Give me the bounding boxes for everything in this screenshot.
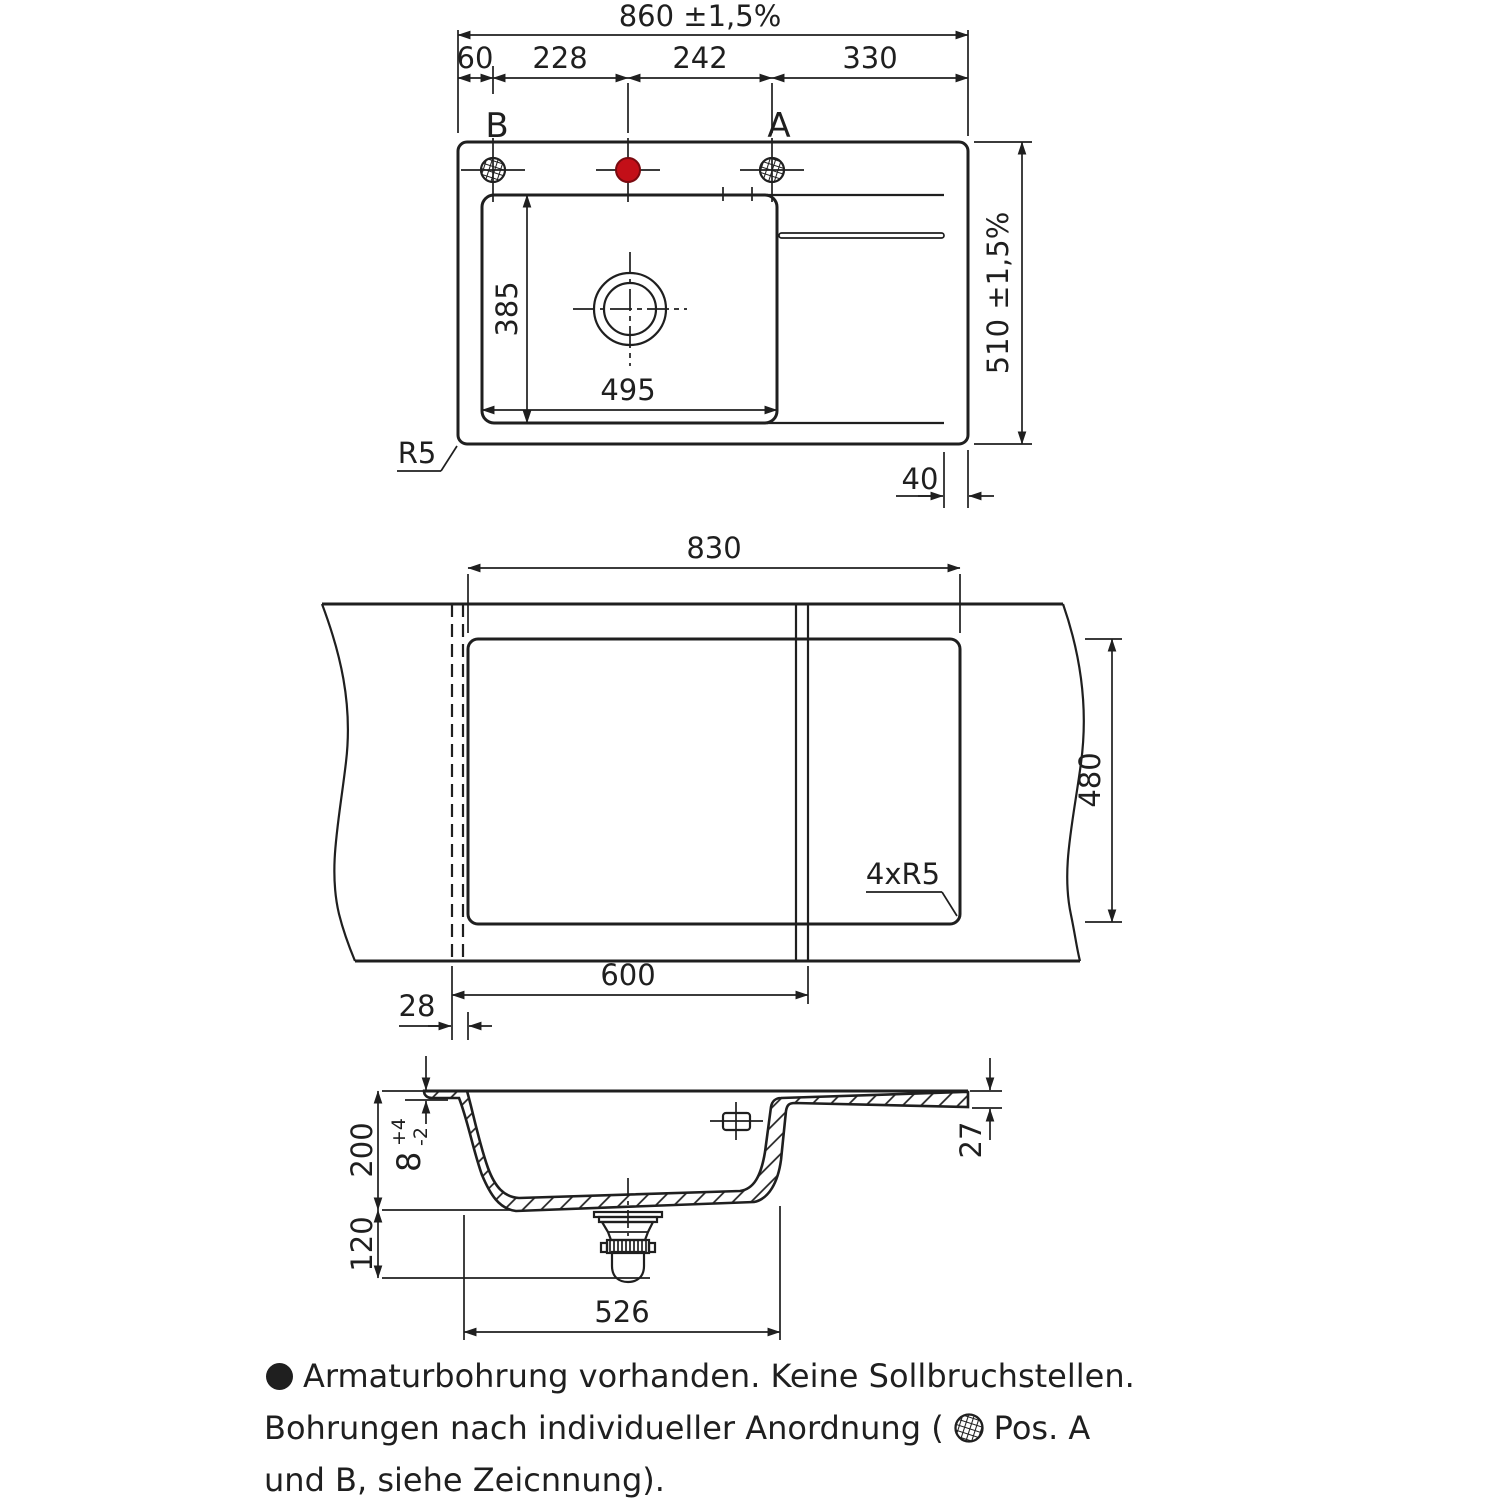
dim-text-242: 242: [672, 41, 728, 75]
dim-bowl-depth: [490, 195, 527, 423]
note-text-1: Armaturbohrung vorhanden. Keine Sollbruchstellen.: [303, 1357, 1135, 1395]
dim-bowl-outer-width: [464, 1206, 780, 1340]
label-hole-b: B: [485, 106, 509, 146]
dim-text-4xr5: 4xR5: [865, 857, 941, 891]
overflow-marker: [710, 1102, 763, 1140]
dim-text-330: 330: [842, 41, 898, 75]
dim-text-480: 480: [1073, 752, 1107, 808]
dim-drain-clearance: [345, 1210, 379, 1278]
dim-text-860: 860 ±1,5%: [618, 0, 782, 33]
label-hole-a: A: [767, 106, 791, 146]
dim-hole-chain: [457, 41, 968, 133]
note-line-3: [264, 1454, 1135, 1506]
dim-text-27: 27: [954, 1121, 988, 1159]
dim-rim-height: [388, 1056, 448, 1172]
dim-text-120: 120: [345, 1216, 379, 1272]
tap-hole-b: [461, 138, 525, 202]
note-text-2b: Pos. A: [993, 1409, 1091, 1447]
dim-text-40: 40: [901, 462, 939, 496]
dim-text-60: 60: [456, 41, 494, 75]
dim-text-510: 510 ±1,5%: [981, 211, 1015, 375]
dim-text-526: 526: [594, 1295, 650, 1329]
dim-cutout-width: [468, 531, 960, 633]
dim-text-385: 385: [490, 281, 524, 337]
drain-outlet: [573, 252, 687, 366]
hatched-hole-icon: [952, 1411, 986, 1445]
note-line-2: [264, 1402, 1135, 1454]
cutout-view: [322, 531, 1122, 1040]
dim-board-thickness: [954, 1058, 1002, 1158]
note-text-2a: Bohrungen nach individueller Anordnung (: [264, 1409, 944, 1447]
dim-text-minus2: -2: [410, 1127, 432, 1146]
note-line-1: [264, 1350, 1135, 1402]
dim-text-830: 830: [686, 531, 742, 565]
break-line-left: [322, 604, 355, 961]
label-corner-radius-r5: [397, 436, 457, 471]
red-hole-fill: [616, 158, 640, 182]
dim-text-8: 8: [390, 1151, 428, 1172]
dim-bowl-depth-section: [345, 1091, 379, 1210]
sink-outline: [458, 142, 968, 444]
sink-wall-section: [424, 1091, 968, 1211]
note-text-3: und B, siehe Zeicnnung).: [264, 1461, 665, 1499]
dim-text-600: 600: [600, 958, 656, 992]
drainboard-groove: [779, 233, 944, 238]
plan-view: [397, 0, 1032, 508]
tap-hole-a: [740, 138, 804, 202]
dim-drainer-margin: [896, 450, 994, 508]
notes-block: [264, 1350, 1135, 1506]
dim-total-depth: [974, 142, 1032, 444]
dim-cutout-offset: [399, 989, 492, 1040]
label-cutout-radius: [866, 857, 957, 916]
filled-hole-icon: [264, 1361, 295, 1392]
dim-text-200: 200: [345, 1122, 379, 1178]
dim-text-28: 28: [398, 989, 436, 1023]
section-view: [345, 1056, 1002, 1340]
dim-text-228: 228: [532, 41, 588, 75]
dim-text-plus4: +4: [388, 1117, 410, 1146]
dim-text-495: 495: [600, 373, 656, 407]
tap-hole-center-red: [596, 138, 660, 202]
dim-cabinet-width: [452, 958, 808, 1040]
dim-text-r5: R5: [397, 436, 437, 470]
